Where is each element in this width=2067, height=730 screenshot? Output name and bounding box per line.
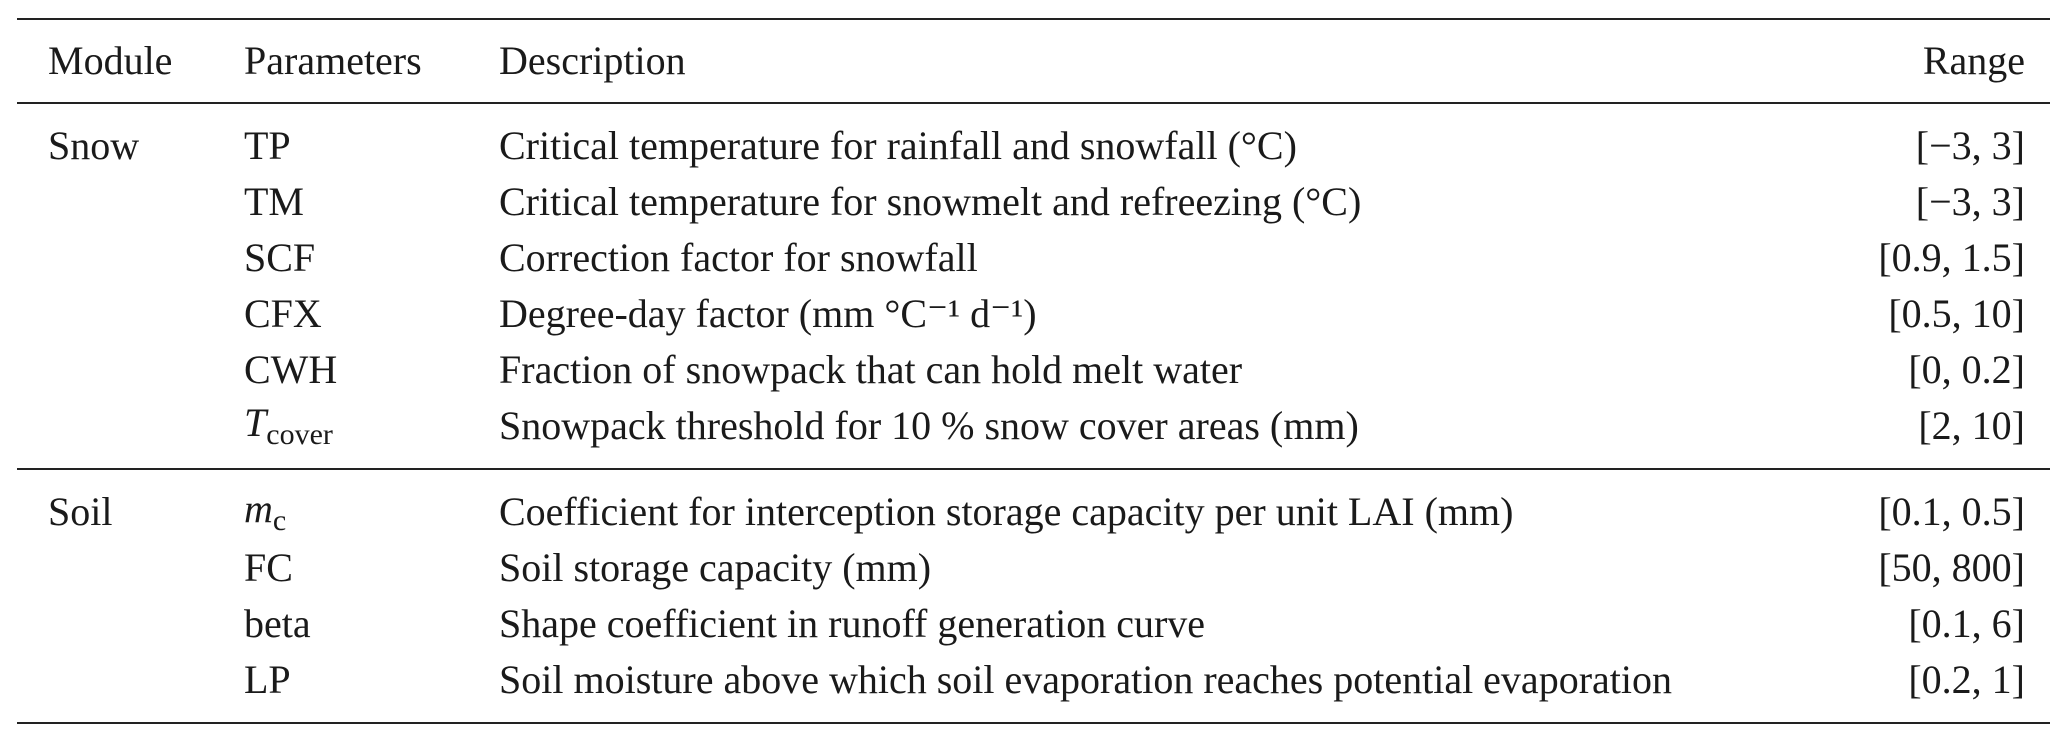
soil-module-group: [17, 469, 2050, 723]
module-cell: [17, 286, 244, 342]
description-cell: Snowpack threshold for 10 % snow cover areas (mm): [499, 403, 1359, 448]
description-cell: Degree-day factor (mm °C⁻¹ d⁻¹): [499, 291, 1037, 336]
parameter-subscript: cover: [266, 417, 333, 451]
range-cell: [−3, 3]: [1915, 179, 2025, 224]
snow-module-group: [17, 103, 2050, 469]
header-row: [17, 19, 2050, 103]
range-cell: [2, 10]: [1918, 403, 2025, 448]
module-cell: [17, 230, 244, 286]
range-cell: [0.1, 0.5]: [1878, 489, 2025, 534]
parameter-cell: CWH: [244, 347, 338, 392]
parameter-table-container: [17, 18, 2050, 724]
header-range: Range: [1922, 38, 2025, 83]
table-row: [17, 342, 2050, 398]
range-cell: [0.5, 10]: [1888, 291, 2025, 336]
parameter-cell: CFX: [244, 291, 322, 336]
description-cell: Fraction of snowpack that can hold melt water: [499, 347, 1243, 392]
description-cell: Soil moisture above which soil evaporation reaches potential evaporation: [499, 657, 1672, 702]
module-cell: Snow: [48, 123, 140, 168]
module-cell: [17, 596, 244, 652]
parameter-cell: SCF: [244, 235, 316, 280]
parameter-cell: FC: [244, 545, 293, 590]
header-parameters: Parameters: [244, 38, 422, 83]
table-row: [17, 286, 2050, 342]
module-cell: Soil: [48, 489, 113, 534]
table-header: [17, 19, 2050, 103]
range-cell: [−3, 3]: [1915, 123, 2025, 168]
description-cell: Critical temperature for snowmelt and refreezing (°C): [499, 179, 1362, 224]
parameter-symbol: m: [244, 485, 273, 531]
table-row: [17, 398, 2050, 469]
description-cell: Shape coefficient in runoff generation curve: [499, 601, 1206, 646]
table-row: [17, 469, 2050, 540]
description-cell: Correction factor for snowfall: [499, 235, 978, 280]
description-cell: Coefficient for interception storage capacity per unit LAI (mm): [499, 489, 1514, 534]
parameter-cell: LP: [244, 657, 291, 702]
module-cell: [17, 342, 244, 398]
header-module: Module: [48, 38, 173, 83]
parameter-symbol: T: [244, 399, 267, 445]
module-cell: [17, 398, 244, 469]
table-row: [17, 103, 2050, 174]
header-description: Description: [499, 38, 686, 83]
table-row: [17, 652, 2050, 723]
parameter-cell: beta: [244, 601, 311, 646]
description-cell: Critical temperature for rainfall and snowfall (°C): [499, 123, 1297, 168]
range-cell: [50, 800]: [1878, 545, 2025, 590]
parameter-subscript: c: [272, 503, 287, 537]
table-row: [17, 230, 2050, 286]
module-cell: [17, 652, 244, 723]
parameter-cell: [244, 469, 499, 540]
description-cell: Soil storage capacity (mm): [499, 545, 932, 590]
range-cell: [0.2, 1]: [1908, 657, 2025, 702]
range-cell: [0, 0.2]: [1908, 347, 2025, 392]
parameter-cell: [244, 398, 499, 469]
range-cell: [0.9, 1.5]: [1878, 235, 2025, 280]
parameter-cell: TM: [244, 179, 304, 224]
module-cell: [17, 540, 244, 596]
table-row: [17, 596, 2050, 652]
table-row: [17, 174, 2050, 230]
parameter-table: [17, 18, 2050, 724]
table-row: [17, 540, 2050, 596]
module-cell: [17, 174, 244, 230]
range-cell: [0.1, 6]: [1908, 601, 2025, 646]
parameter-cell: TP: [244, 123, 291, 168]
